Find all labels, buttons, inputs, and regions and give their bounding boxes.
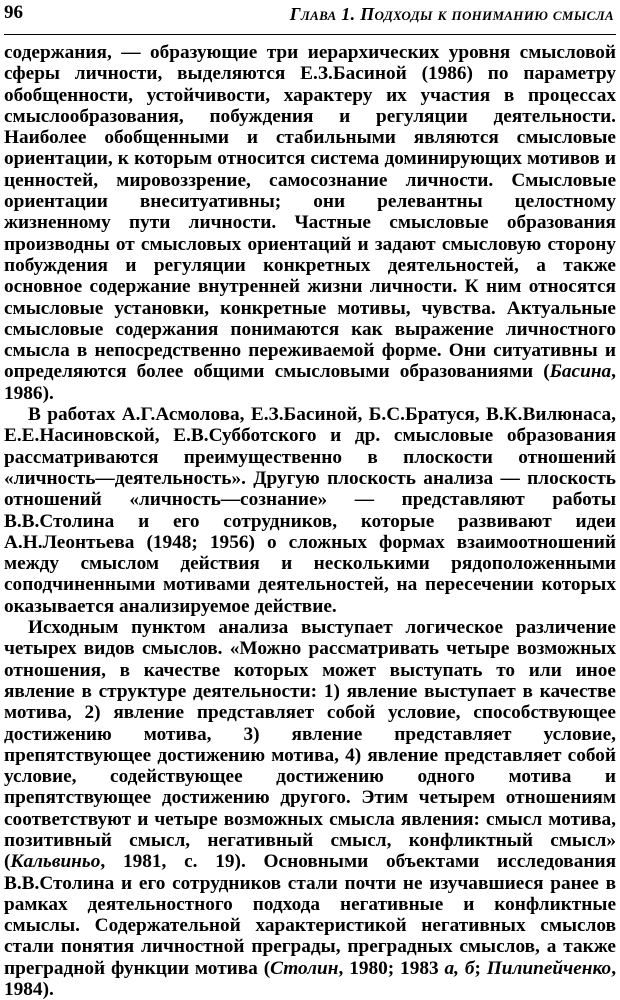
paragraph-text: ; bbox=[474, 957, 487, 979]
citation-author: Пилипейченко bbox=[486, 957, 612, 979]
citation-author: Кальвиньо bbox=[10, 851, 101, 873]
paragraph-text: , 1984). bbox=[4, 957, 617, 1000]
citation-author: Басина bbox=[549, 361, 612, 383]
paragraph-text: Исходным пунктом анализа выступает логическое различение четырех видов смыслов. «Можно рассматривать четыре возможных отношения, в качестве которых может выступать то или иное явление в структуре деятельности: 1) явление выступает в качестве мотива, 2) явление представляет собой условие, способствующее достижению мотива, 3) явление представляет условие, препятствующее достижению мотива, 4) явление представляет собой условие, содействующее достижению одного мотива и препятствующее достижению другого. Этим четырем отношениям соответствуют и четыре возможных смысла явления: смысл мотива, позитивный смысл, негативный смысл, конфликтный смысл» ( bbox=[4, 617, 616, 873]
body-text bbox=[4, 42, 616, 1000]
paragraph-1 bbox=[4, 42, 616, 404]
page-number: 96 bbox=[4, 2, 23, 23]
paragraph-text: , 1980; 1983 bbox=[338, 957, 445, 979]
citation-letters: а, б bbox=[444, 957, 475, 979]
paragraph-text: , 1981, с. 19). Основными объектами исследования В.В.Столина и его сотрудников стали почти не изучавшиеся ранее в рамках деятельностного подхода негативные и конфликтные смыслы. Содержательной характеристикой негативных смыслов стали понятия личностной преграды, преградных смыслов, а также преградной функции мотива ( bbox=[4, 851, 616, 979]
paragraph-2 bbox=[4, 404, 616, 617]
running-head: Глава 1. Подходы к пониманию смысла bbox=[289, 4, 614, 24]
paragraph-text: содержания, — образующие три иерархических уровня смысловой сферы личности, выделяются Е.З.Басиной (1986) по параметру обобщенности, устойчивости, характеру их участия в процессах смыслообразования, побуждения и регуляции деятельности. Наиболее обобщенными и стабильными являются смысловые ориентации, к которым относится система доминирующих мотивов и ценностей, мировоззрение, самосознание личности. Смысловые ориентации внеситуативны; они релевантны целостному жизненному пути личности. Частные смысловые образования производны от смысловых ориентаций и задают смысловую сторону побуждения и регуляции конкретных деятельностей, а также основное содержание внутренней жизни личности. К ним относятся смысловые установки, конкретные мотивы, чувства. Актуальные смысловые содержания понимаются как выражение личностного смысла в непосредственно переживаемой форме. Они ситуативны и определяются более общими смысловыми образованиями ( bbox=[4, 42, 616, 383]
paragraph-text: В работах А.Г.Асмолова, Е.З.Басиной, Б.С.Братуся, В.К.Вилюнаса, Е.Е.Насиновской, Е.В.Субботского и др. смысловые образования рассматриваются преимущественно в плоскости отношений «личность—деятельность». Другую плоскость анализа — плоскость отношений «личность—сознание» — представляют работы В.В.Столина и его сотрудников, которые развивают идеи А.Н.Леонтьева (1948; 1956) о сложных формах взаимоотношений между смыслом действия и несколькими рядоположенными соподчиненными мотивами деятельностей, на пересечении которых оказывается анализируемое действие. bbox=[4, 404, 616, 617]
citation-author: Столин bbox=[270, 957, 339, 979]
paragraph-text: , 1986). bbox=[4, 361, 616, 404]
page-header bbox=[4, 0, 616, 35]
paragraph-3 bbox=[4, 617, 616, 1000]
